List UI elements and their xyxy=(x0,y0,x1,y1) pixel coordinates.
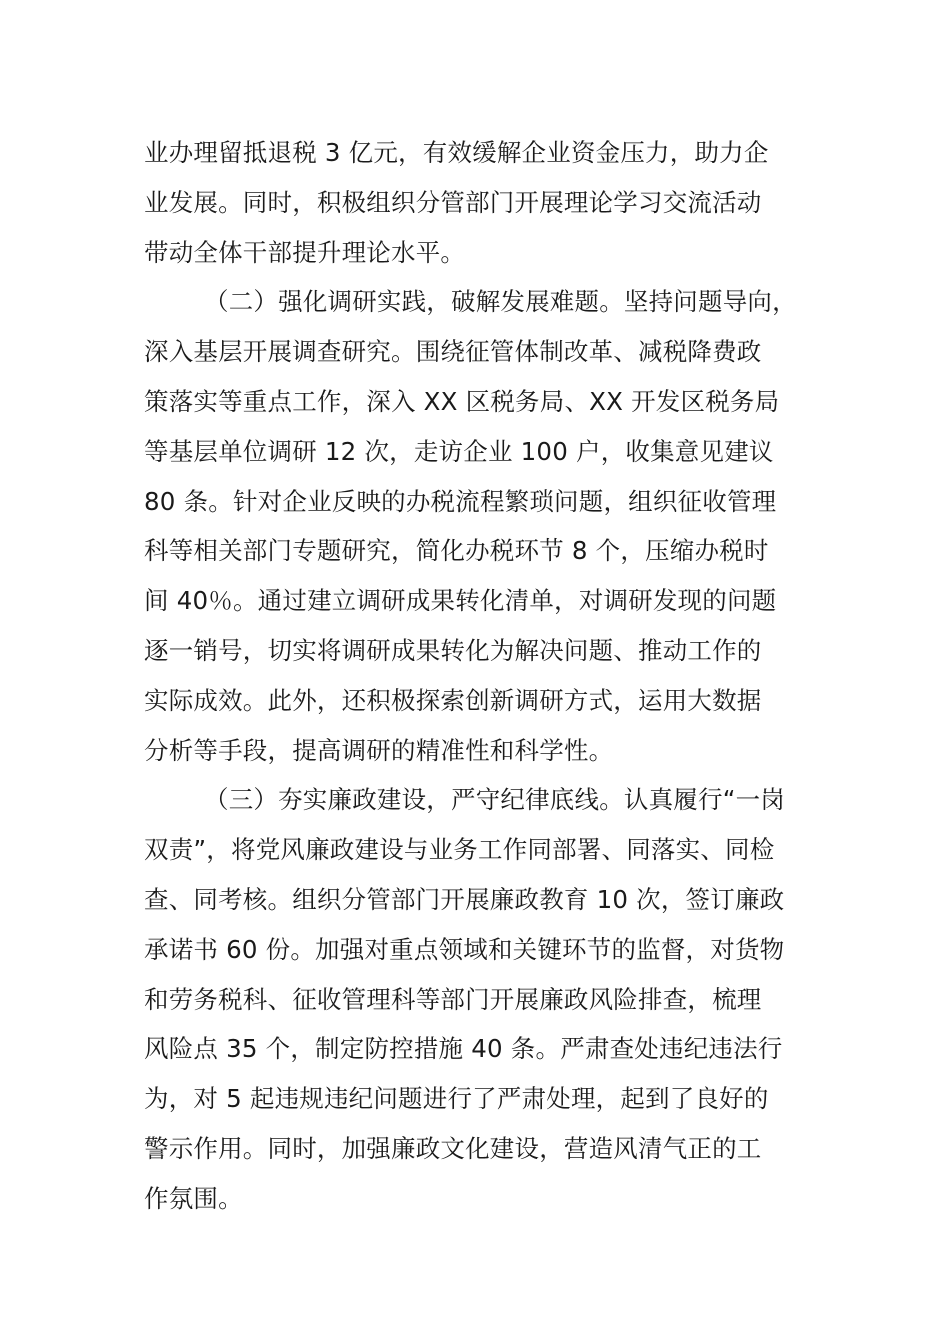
text-line: 查、同考核。组织分管部门开展廉政教育 10 次，签订廉政 xyxy=(144,884,785,914)
paragraph-3 xyxy=(144,775,814,1223)
text-line: 带动全体干部提升理论水平。 xyxy=(144,237,466,267)
text-line: （三）夯实廉政建设，严守纪律底线。认真履行“一岗 xyxy=(204,785,785,815)
text-line: 和劳务税科、征收管理科等部门开展廉政风险排查，梳理 xyxy=(144,984,762,1014)
text-line: 为，对 5 起违规违纪问题进行了严肃处理，起到了良好的 xyxy=(144,1084,769,1114)
text-line: 策落实等重点工作，深入 XX 区税务局、XX 开发区税务局 xyxy=(144,386,780,416)
document-body xyxy=(144,128,814,1224)
text-line: 警示作用。同时，加强廉政文化建设，营造风清气正的工 xyxy=(144,1133,762,1163)
text-line: 80 条。针对企业反映的办税流程繁琐问题，组织征收管理 xyxy=(144,486,777,516)
text-line: 等基层单位调研 12 次，走访企业 100 户，收集意见建议 xyxy=(144,436,774,466)
text-line: 逐一销号，切实将调研成果转化为解决问题、推动工作的 xyxy=(144,635,762,665)
text-line: 作氛围。 xyxy=(144,1183,243,1213)
text-line: 分析等手段，提高调研的精准性和科学性。 xyxy=(144,735,614,765)
text-line: 业发展。同时，积极组织分管部门开展理论学习交流活动 xyxy=(144,187,762,217)
paragraph-1 xyxy=(144,128,814,277)
text-line: 业办理留抵退税 3 亿元，有效缓解企业资金压力，助力企 xyxy=(144,138,769,167)
paragraph-2 xyxy=(144,277,814,775)
text-line: 深入基层开展调查研究。围绕征管体制改革、减税降费政 xyxy=(144,337,762,367)
text-line: 实际成效。此外，还积极探索创新调研方式，运用大数据 xyxy=(144,685,762,715)
text-line: 双责”，将党风廉政建设与业务工作同部署、同落实、同检 xyxy=(144,835,775,865)
text-line: 风险点 35 个，制定防控措施 40 条。严肃查处违纪违法行 xyxy=(144,1034,783,1064)
text-line: 间 40％。通过建立调研成果转化清单，对调研发现的问题 xyxy=(144,586,777,616)
text-line: （二）强化调研实践，破解发展难题。坚持问题导向， xyxy=(204,287,797,317)
text-line: 科等相关部门专题研究，简化办税环节 8 个，压缩办税时 xyxy=(144,536,769,566)
text-line: 承诺书 60 份。加强对重点领域和关键环节的监督，对货物 xyxy=(144,934,785,964)
